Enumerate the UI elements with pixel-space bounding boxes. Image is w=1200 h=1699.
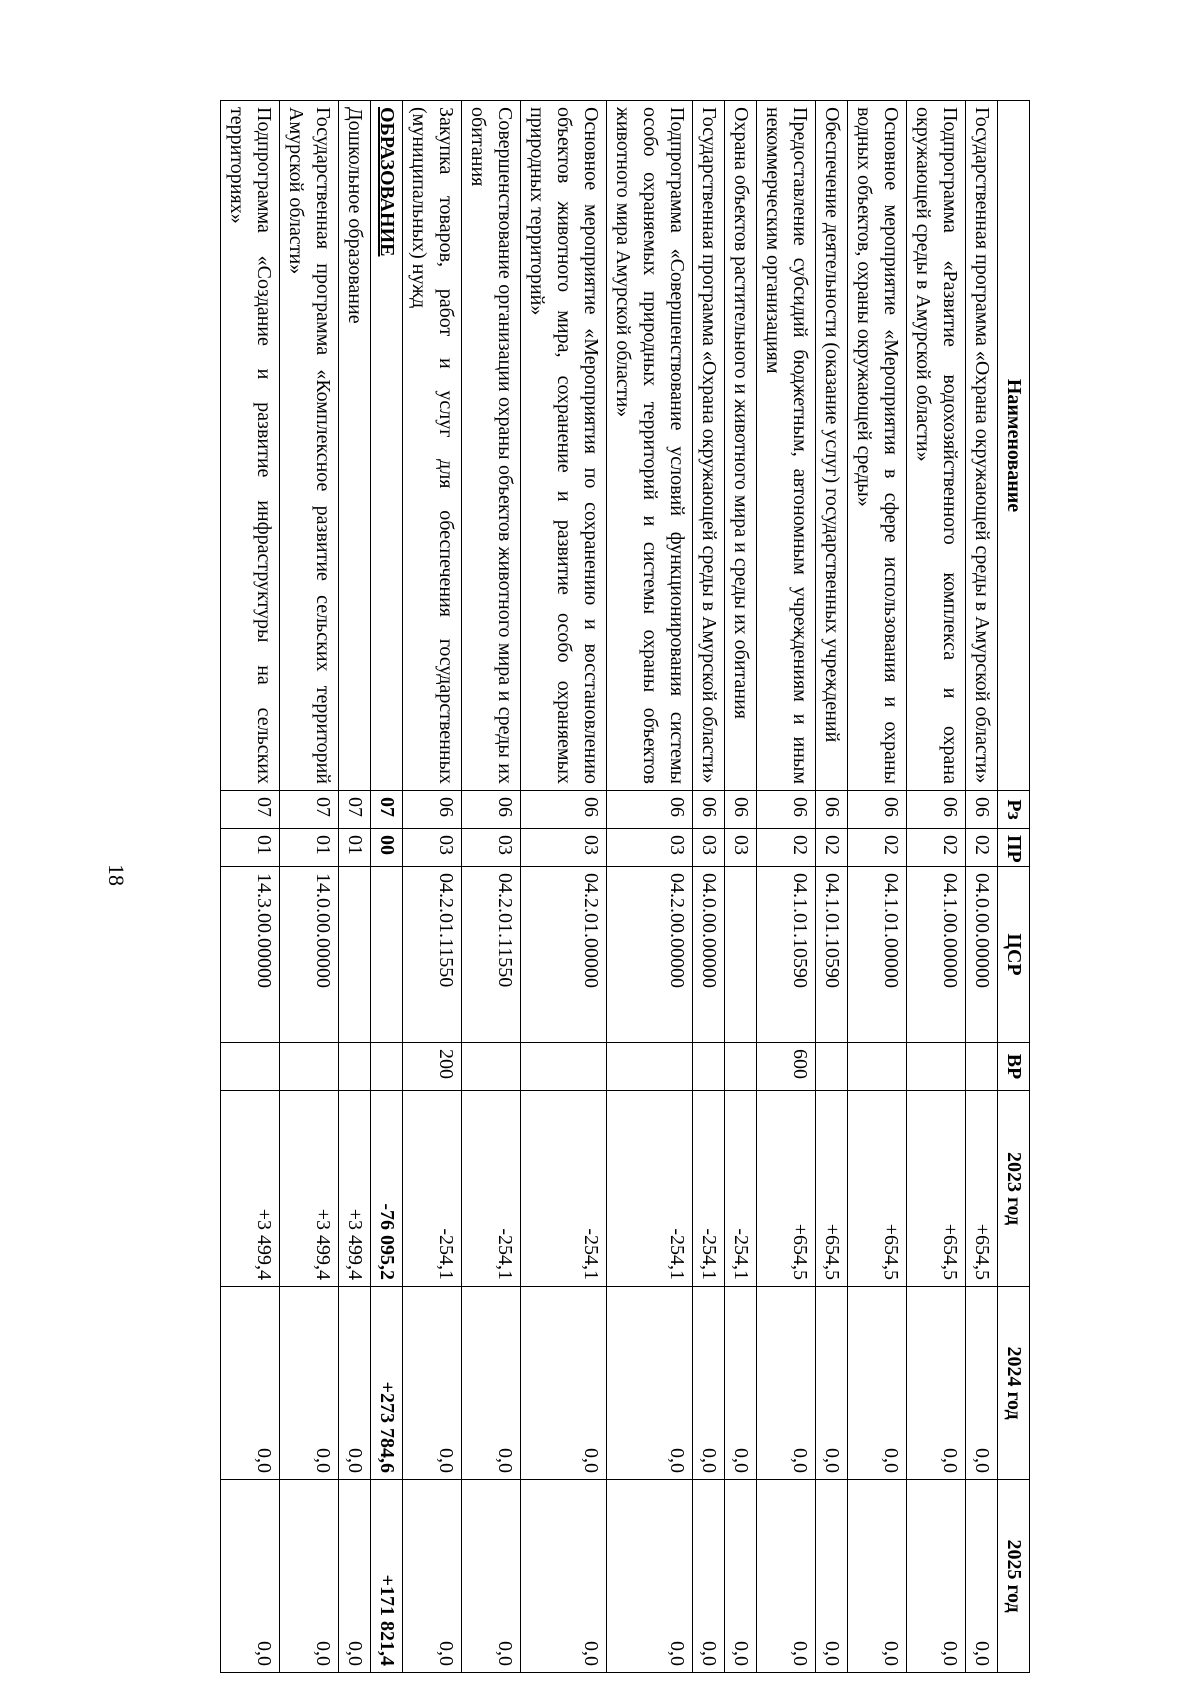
cell-rz: 06 xyxy=(462,791,521,829)
cell-vr xyxy=(848,1043,907,1091)
cell-csr: 04.0.00.00000 xyxy=(693,867,725,1043)
cell-y2025: 0,0 xyxy=(816,1480,848,1673)
cell-pr: 02 xyxy=(907,829,966,867)
cell-rz: 07 xyxy=(339,791,371,829)
cell-y2023: +654,5 xyxy=(907,1091,966,1287)
cell-vr xyxy=(816,1043,848,1091)
cell-pr: 02 xyxy=(966,829,998,867)
header-rz: Рз xyxy=(998,791,1030,829)
cell-vr: 200 xyxy=(403,1043,462,1091)
cell-csr: 04.2.00.00000 xyxy=(607,867,693,1043)
table-row xyxy=(403,101,462,1673)
cell-rz: 06 xyxy=(693,791,725,829)
cell-y2023: -254,1 xyxy=(521,1091,607,1287)
cell-pr: 03 xyxy=(607,829,693,867)
cell-vr xyxy=(966,1043,998,1091)
cell-y2024: 0,0 xyxy=(848,1287,907,1480)
cell-y2024: 0,0 xyxy=(607,1287,693,1480)
cell-y2024: +273 784,6 xyxy=(371,1287,403,1480)
cell-y2023: +654,5 xyxy=(816,1091,848,1287)
cell-vr xyxy=(221,1043,280,1091)
cell-csr: 14.3.00.00000 xyxy=(221,867,280,1043)
cell-y2023: +3 499,4 xyxy=(339,1091,371,1287)
table-header-row xyxy=(998,101,1030,1673)
cell-vr xyxy=(693,1043,725,1091)
table-row xyxy=(521,101,607,1673)
table-row xyxy=(693,101,725,1673)
cell-pr: 03 xyxy=(725,829,757,867)
cell-csr xyxy=(371,867,403,1043)
table-row xyxy=(371,101,403,1673)
cell-y2025: 0,0 xyxy=(521,1480,607,1673)
cell-csr: 04.1.01.10590 xyxy=(757,867,816,1043)
cell-rz: 06 xyxy=(725,791,757,829)
cell-y2025: 0,0 xyxy=(607,1480,693,1673)
table-row xyxy=(848,101,907,1673)
table-row xyxy=(757,101,816,1673)
cell-csr: 04.0.00.00000 xyxy=(966,867,998,1043)
cell-rz: 07 xyxy=(371,791,403,829)
cell-pr: 01 xyxy=(221,829,280,867)
cell-name: Подпрограмма «Создание и развитие инфраструктуры на сельских территориях» xyxy=(221,101,280,791)
header-2024: 2024 год xyxy=(998,1287,1030,1480)
cell-y2025: 0,0 xyxy=(693,1480,725,1673)
header-pr: ПР xyxy=(998,829,1030,867)
cell-pr: 02 xyxy=(816,829,848,867)
rotated-page-content xyxy=(190,100,1030,1672)
cell-vr xyxy=(607,1043,693,1091)
cell-y2024: 0,0 xyxy=(221,1287,280,1480)
cell-y2024: 0,0 xyxy=(725,1287,757,1480)
cell-name: Подпрограмма «Совершенствование условий функционирования системы особо охраняемых природных территорий и системы охраны объектов животного мира Амурской области» xyxy=(607,101,693,791)
cell-vr xyxy=(907,1043,966,1091)
cell-pr: 03 xyxy=(521,829,607,867)
cell-vr xyxy=(462,1043,521,1091)
cell-y2024: 0,0 xyxy=(403,1287,462,1480)
cell-y2023: -254,1 xyxy=(725,1091,757,1287)
cell-rz: 06 xyxy=(966,791,998,829)
cell-vr xyxy=(521,1043,607,1091)
header-csr: ЦСР xyxy=(998,867,1030,1043)
cell-y2024: 0,0 xyxy=(339,1287,371,1480)
cell-name: Совершенствование организации охраны объектов животного мира и среды их обитания xyxy=(462,101,521,791)
cell-y2025: 0,0 xyxy=(221,1480,280,1673)
budget-table xyxy=(220,100,1030,1673)
cell-pr: 02 xyxy=(848,829,907,867)
cell-csr: 14.0.00.00000 xyxy=(280,867,339,1043)
cell-y2023: -254,1 xyxy=(403,1091,462,1287)
cell-y2024: 0,0 xyxy=(521,1287,607,1480)
cell-rz: 06 xyxy=(607,791,693,829)
table-row xyxy=(280,101,339,1673)
cell-y2024: 0,0 xyxy=(816,1287,848,1480)
cell-name: Основное мероприятие «Мероприятия по сохранению и восстановлению объектов животного мира, сохранение и развитие особо охраняемых природных территорий» xyxy=(521,101,607,791)
table-row xyxy=(462,101,521,1673)
cell-vr xyxy=(371,1043,403,1091)
cell-y2023: +654,5 xyxy=(757,1091,816,1287)
table-row xyxy=(966,101,998,1673)
cell-vr xyxy=(339,1043,371,1091)
cell-pr: 03 xyxy=(403,829,462,867)
cell-rz: 06 xyxy=(848,791,907,829)
cell-pr: 02 xyxy=(757,829,816,867)
cell-name: Подпрограмма «Развитие водохозяйственного комплекса и охрана окружающей среды в Амурской области» xyxy=(907,101,966,791)
cell-pr: 01 xyxy=(339,829,371,867)
cell-y2023: +654,5 xyxy=(848,1091,907,1287)
cell-rz: 07 xyxy=(280,791,339,829)
cell-name: Государственная программа «Охрана окружающей среды в Амурской области» xyxy=(966,101,998,791)
cell-pr: 01 xyxy=(280,829,339,867)
cell-rz: 06 xyxy=(907,791,966,829)
cell-csr xyxy=(725,867,757,1043)
cell-y2023: +654,5 xyxy=(966,1091,998,1287)
cell-name: Государственная программа «Комплексное развитие сельских территорий Амурской области» xyxy=(280,101,339,791)
table-row xyxy=(816,101,848,1673)
cell-rz: 06 xyxy=(816,791,848,829)
cell-y2023: -76 095,2 xyxy=(371,1091,403,1287)
cell-y2024: 0,0 xyxy=(907,1287,966,1480)
cell-y2025: 0,0 xyxy=(907,1480,966,1673)
cell-name: Охрана объектов растительного и животного мира и среды их обитания xyxy=(725,101,757,791)
cell-pr: 03 xyxy=(462,829,521,867)
cell-vr xyxy=(280,1043,339,1091)
cell-rz: 06 xyxy=(403,791,462,829)
cell-pr: 03 xyxy=(693,829,725,867)
cell-csr: 04.2.01.11550 xyxy=(462,867,521,1043)
cell-name: Дошкольное образование xyxy=(339,101,371,791)
cell-y2025: 0,0 xyxy=(462,1480,521,1673)
cell-y2024: 0,0 xyxy=(757,1287,816,1480)
cell-vr: 600 xyxy=(757,1043,816,1091)
page-number: 18 xyxy=(104,864,129,886)
cell-y2025: 0,0 xyxy=(848,1480,907,1673)
cell-y2023: -254,1 xyxy=(462,1091,521,1287)
cell-name: Обеспечение деятельности (оказание услуг) государственных учреждений xyxy=(816,101,848,791)
cell-name: Основное мероприятие «Мероприятия в сфере использования и охраны водных объектов, охраны окружающей среды» xyxy=(848,101,907,791)
cell-name: Закупка товаров, работ и услуг для обеспечения государственных (муниципальных) нужд xyxy=(403,101,462,791)
table-body xyxy=(221,101,998,1673)
cell-y2025: 0,0 xyxy=(757,1480,816,1673)
cell-csr: 04.1.01.00000 xyxy=(848,867,907,1043)
cell-csr xyxy=(339,867,371,1043)
table-row xyxy=(725,101,757,1673)
cell-y2023: +3 499,4 xyxy=(221,1091,280,1287)
cell-y2024: 0,0 xyxy=(462,1287,521,1480)
cell-name: Государственная программа «Охрана окружающей среды в Амурской области» xyxy=(693,101,725,791)
cell-y2023: -254,1 xyxy=(693,1091,725,1287)
cell-y2024: 0,0 xyxy=(693,1287,725,1480)
cell-pr: 00 xyxy=(371,829,403,867)
table-row xyxy=(339,101,371,1673)
header-name: Наименование xyxy=(998,101,1030,791)
cell-y2024: 0,0 xyxy=(280,1287,339,1480)
cell-y2024: 0,0 xyxy=(966,1287,998,1480)
cell-y2025: 0,0 xyxy=(966,1480,998,1673)
cell-csr: 04.2.01.00000 xyxy=(521,867,607,1043)
cell-rz: 06 xyxy=(521,791,607,829)
cell-rz: 07 xyxy=(221,791,280,829)
cell-y2023: -254,1 xyxy=(607,1091,693,1287)
cell-csr: 04.1.01.10590 xyxy=(816,867,848,1043)
cell-rz: 06 xyxy=(757,791,816,829)
cell-y2025: +171 821,4 xyxy=(371,1480,403,1673)
cell-y2025: 0,0 xyxy=(339,1480,371,1673)
cell-csr: 04.2.01.11550 xyxy=(403,867,462,1043)
table-row xyxy=(907,101,966,1673)
cell-csr: 04.1.00.00000 xyxy=(907,867,966,1043)
table-row xyxy=(221,101,280,1673)
cell-y2025: 0,0 xyxy=(280,1480,339,1673)
header-2025: 2025 год xyxy=(998,1480,1030,1673)
cell-name xyxy=(371,101,403,791)
cell-y2025: 0,0 xyxy=(725,1480,757,1673)
cell-y2023: +3 499,4 xyxy=(280,1091,339,1287)
cell-name: Предоставление субсидий бюджетным, автономным учреждениям и иным некоммерческим организациям xyxy=(757,101,816,791)
cell-vr xyxy=(725,1043,757,1091)
cell-y2025: 0,0 xyxy=(403,1480,462,1673)
header-2023: 2023 год xyxy=(998,1091,1030,1287)
header-vr: ВР xyxy=(998,1043,1030,1091)
table-row xyxy=(607,101,693,1673)
section-title: ОБРАЗОВАНИЕ xyxy=(376,107,398,257)
